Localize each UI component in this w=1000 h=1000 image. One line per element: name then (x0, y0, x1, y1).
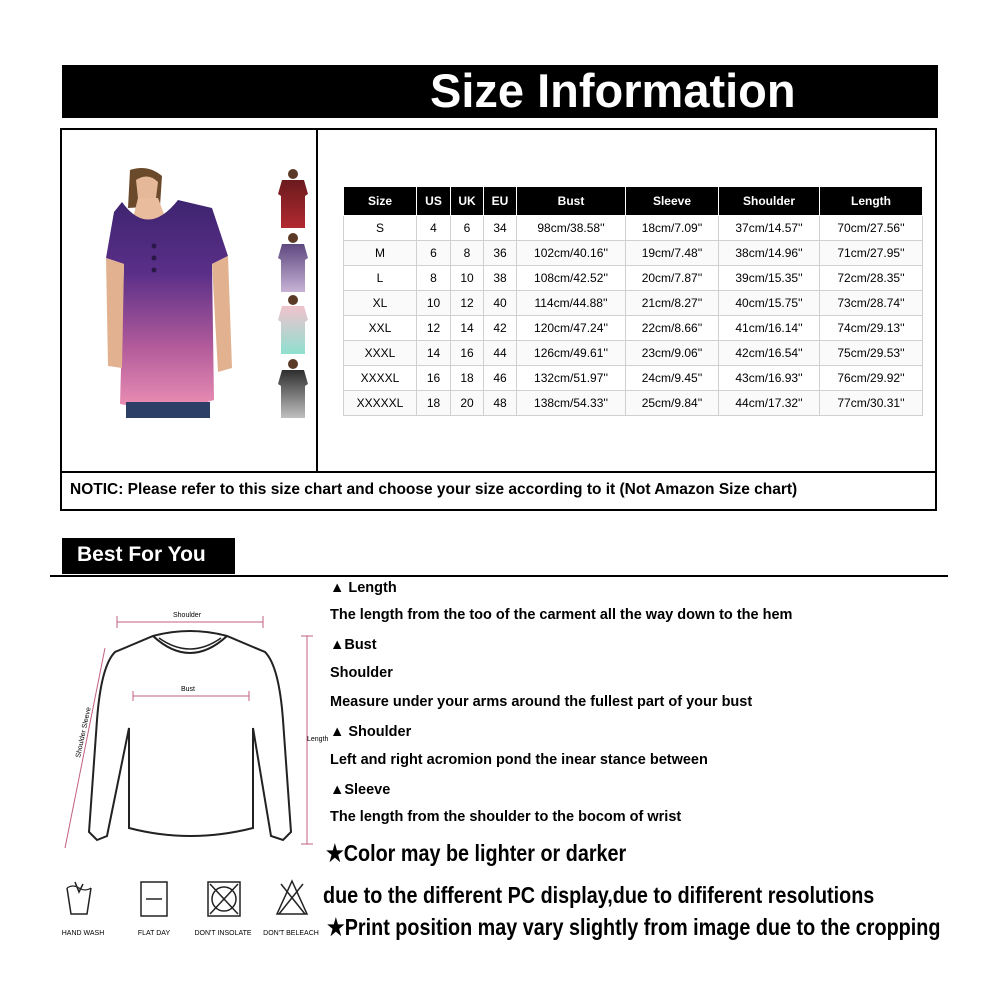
print-note: ★Print position may vary slightly from image due to the cropping (327, 914, 941, 940)
header-uk: UK (451, 187, 484, 216)
cell-sleeve: 23cm/9.06'' (626, 341, 719, 366)
cell-length: 70cm/27.56'' (820, 216, 923, 241)
arm-left-shape (106, 258, 124, 368)
cell-sleeve: 19cm/7.48'' (626, 241, 719, 266)
cell-sleeve: 25cm/9.84'' (626, 391, 719, 416)
cell-bust: 114cm/44.88'' (517, 291, 626, 316)
sleeve-text: The length from the shoulder to the bocom of wrist (330, 809, 682, 825)
sleeve-title: ▲Sleeve (330, 782, 391, 798)
cell-bust: 102cm/40.16'' (517, 241, 626, 266)
frame-divider-vertical (316, 128, 318, 473)
cell-eu: 44 (484, 341, 517, 366)
cell-shoulder: 39cm/15.35'' (719, 266, 820, 291)
table-row (344, 291, 923, 316)
header-size: Size (344, 187, 417, 216)
cell-bust: 138cm/54.33'' (517, 391, 626, 416)
cell-uk: 16 (451, 341, 484, 366)
color-note: ★Color may be lighter or darker (326, 840, 627, 866)
hand-wash-label: HAND WASH (61, 930, 105, 937)
shirt-shape (106, 200, 228, 408)
arm-right-shape (212, 256, 232, 372)
best-for-you-title: Best For You (77, 543, 206, 566)
cell-eu: 34 (484, 216, 517, 241)
cell-bust: 120cm/47.24'' (517, 316, 626, 341)
dont-bleach-label: DON'T BELEACH (263, 930, 319, 937)
size-notice: NOTIC: Please refer to this size chart and choose your size according to it (Not Amazon Size chart) (70, 481, 798, 498)
dont-insolate-icon (206, 880, 242, 918)
cell-uk: 14 (451, 316, 484, 341)
shoulder-label: Shoulder (173, 612, 202, 619)
cell-size: XXL (344, 316, 417, 341)
button-1 (152, 244, 157, 249)
table-row (344, 391, 923, 416)
shoulder-text: Left and right acromion pond the inear stance between (330, 752, 708, 768)
cell-eu: 40 (484, 291, 517, 316)
cell-us: 6 (417, 241, 451, 266)
length-text: The length from the too of the carment all the way down to the hem (330, 607, 793, 623)
face-shape (136, 176, 158, 201)
table-row (344, 366, 923, 391)
measurement-diagram (55, 600, 340, 865)
cell-bust: 98cm/38.58'' (517, 216, 626, 241)
cell-length: 74cm/29.13'' (820, 316, 923, 341)
cell-uk: 18 (451, 366, 484, 391)
cell-uk: 8 (451, 241, 484, 266)
header-us: US (417, 187, 451, 216)
cell-us: 16 (417, 366, 451, 391)
page-title: Size Information (430, 64, 796, 117)
sweater-outline (89, 631, 291, 840)
table-row (344, 216, 923, 241)
cell-uk: 10 (451, 266, 484, 291)
cell-length: 75cm/29.53'' (820, 341, 923, 366)
cell-shoulder: 42cm/16.54'' (719, 341, 820, 366)
cell-shoulder: 37cm/14.57'' (719, 216, 820, 241)
display-note: due to the different PC display,due to dififerent resolutions (323, 882, 875, 908)
cell-eu: 38 (484, 266, 517, 291)
variant-mint (278, 295, 308, 354)
cell-uk: 20 (451, 391, 484, 416)
header-length: Length (820, 187, 923, 216)
dont-bleach-icon (275, 878, 309, 918)
size-table (343, 186, 923, 416)
cell-shoulder: 43cm/16.93'' (719, 366, 820, 391)
color-variant-thumbnails (276, 168, 312, 420)
bust-subtitle: Shoulder (330, 665, 393, 681)
variant-red (278, 169, 308, 228)
button-3 (152, 268, 157, 273)
cell-us: 8 (417, 266, 451, 291)
cell-eu: 46 (484, 366, 517, 391)
cell-sleeve: 21cm/8.27'' (626, 291, 719, 316)
cell-size: M (344, 241, 417, 266)
bust-title: ▲Bust (330, 637, 377, 653)
cell-length: 73cm/28.74'' (820, 291, 923, 316)
cell-bust: 132cm/51.97'' (517, 366, 626, 391)
cell-shoulder: 40cm/15.75'' (719, 291, 820, 316)
section-rule (50, 575, 948, 577)
cell-length: 77cm/30.31'' (820, 391, 923, 416)
cell-bust: 126cm/49.61'' (517, 341, 626, 366)
cell-eu: 48 (484, 391, 517, 416)
header-eu: EU (484, 187, 517, 216)
cell-shoulder: 38cm/14.96'' (719, 241, 820, 266)
shoulder-title: ▲ Shoulder (330, 724, 412, 740)
cell-length: 76cm/29.92'' (820, 366, 923, 391)
table-row (344, 341, 923, 366)
cell-sleeve: 20cm/7.87'' (626, 266, 719, 291)
cell-size: XXXL (344, 341, 417, 366)
jeans-shape (126, 402, 210, 418)
flat-dry-icon (139, 880, 169, 918)
cell-size: XXXXL (344, 366, 417, 391)
cell-length: 71cm/27.95'' (820, 241, 923, 266)
header-bust: Bust (517, 187, 626, 216)
cell-uk: 12 (451, 291, 484, 316)
shoulder-sleeve-label: Shoulder Sleeve (75, 706, 93, 759)
cell-uk: 6 (451, 216, 484, 241)
cell-shoulder: 44cm/17.32'' (719, 391, 820, 416)
table-header-row (344, 187, 923, 216)
cell-eu: 42 (484, 316, 517, 341)
cell-bust: 108cm/42.52'' (517, 266, 626, 291)
cell-us: 10 (417, 291, 451, 316)
cell-shoulder: 41cm/16.14'' (719, 316, 820, 341)
length-label: Length (307, 736, 329, 743)
model-product-image (100, 168, 240, 420)
cell-sleeve: 18cm/7.09'' (626, 216, 719, 241)
cell-eu: 36 (484, 241, 517, 266)
table-row (344, 241, 923, 266)
cell-size: L (344, 266, 417, 291)
bust-text: Measure under your arms around the fullest part of your bust (330, 694, 753, 710)
cell-size: S (344, 216, 417, 241)
hand-wash-icon (65, 878, 93, 918)
cell-us: 18 (417, 391, 451, 416)
header-shoulder: Shoulder (719, 187, 820, 216)
variant-lavender (278, 233, 308, 292)
cell-us: 4 (417, 216, 451, 241)
flat-dry-label: FLAT DAY (137, 930, 171, 937)
cell-us: 12 (417, 316, 451, 341)
dont-insolate-label: DON'T INSOLATE (194, 930, 252, 937)
cell-us: 14 (417, 341, 451, 366)
cell-size: XL (344, 291, 417, 316)
cell-size: XXXXXL (344, 391, 417, 416)
table-row (344, 266, 923, 291)
header-sleeve: Sleeve (626, 187, 719, 216)
frame-divider-horizontal (60, 471, 937, 473)
bust-label: Bust (181, 686, 196, 693)
cell-sleeve: 24cm/9.45'' (626, 366, 719, 391)
table-row (344, 316, 923, 341)
cell-sleeve: 22cm/8.66'' (626, 316, 719, 341)
length-title: ▲ Length (330, 580, 397, 596)
cell-length: 72cm/28.35'' (820, 266, 923, 291)
button-2 (152, 256, 157, 261)
variant-gray (278, 359, 308, 418)
